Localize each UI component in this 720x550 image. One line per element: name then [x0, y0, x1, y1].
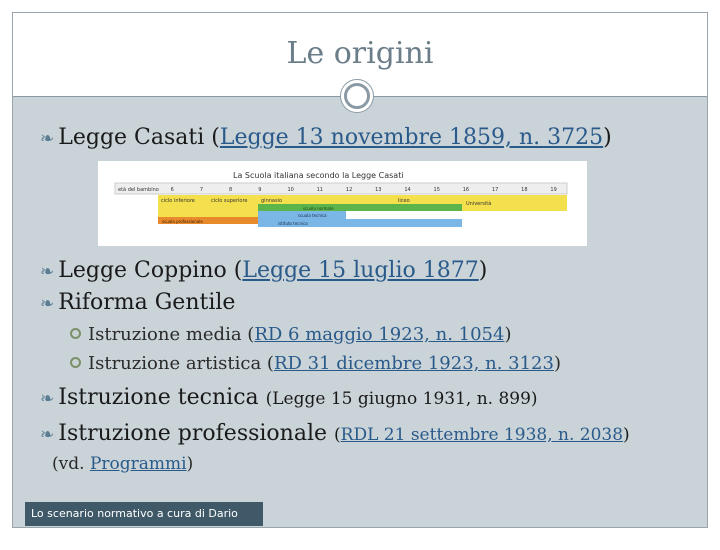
slide-footer: Lo scenario normativo a cura di Dario Cillo [25, 502, 263, 526]
svg-text:Università: Università [466, 201, 492, 207]
age-tick: 11 [316, 187, 324, 193]
diagram-svg [98, 161, 587, 246]
svg-text:istituto tecnico: istituto tecnico [278, 221, 308, 226]
age-tick: 15 [433, 187, 440, 193]
age-tick: 9 [258, 187, 262, 193]
link-rdl-2038[interactable]: RDL 21 settembre 1938, n. 2038 [340, 425, 624, 445]
age-tick: 10 [287, 187, 294, 193]
age-tick: 17 [491, 187, 499, 193]
age-tick: 18 [521, 187, 528, 193]
circle-bullet-icon [70, 328, 81, 339]
age-tick: 7 [199, 187, 204, 193]
subbullet-media: Istruzione media (RD 6 maggio 1923, n. 1054) [70, 324, 511, 345]
svg-text:scuola normale: scuola normale [303, 206, 334, 211]
svg-text:ciclo superiore: ciclo superiore [211, 198, 248, 204]
age-tick: 6 [170, 187, 174, 193]
link-legge-coppino[interactable]: Legge 15 luglio 1877 [242, 258, 479, 283]
age-tick: 16 [462, 187, 470, 193]
bullet-coppino: ❧ Legge Coppino (Legge 15 luglio 1877) [40, 258, 488, 283]
bullet-icon: ❧ [40, 425, 55, 445]
casati-school-diagram [98, 161, 587, 246]
age-row [115, 183, 567, 194]
link-legge-casati[interactable]: Legge 13 novembre 1859, n. 3725 [219, 125, 604, 150]
bullet-tecnica: ❧ Istruzione tecnica (Legge 15 giugno 1931, n. 899) [40, 385, 538, 410]
vd-programmi: (vd. Programmi) [52, 454, 194, 474]
age-tick: 19 [550, 187, 557, 193]
bullet-icon: ❧ [40, 294, 55, 314]
svg-text:ciclo inferiore: ciclo inferiore [161, 198, 195, 204]
age-tick: 14 [404, 187, 411, 193]
slide-title: Le origini [286, 36, 434, 71]
link-rd-1054[interactable]: RD 6 maggio 1923, n. 1054 [254, 324, 505, 345]
link-programmi[interactable]: Programmi [89, 454, 187, 474]
svg-text:ginnasio: ginnasio [261, 198, 283, 204]
age-tick: 13 [375, 187, 382, 193]
bullet-gentile: ❧ Riforma Gentile [40, 290, 236, 315]
age-tick: 8 [229, 187, 233, 193]
bullet-professionale: ❧ Istruzione professionale (RDL 21 settembre 1938, n. 2038) [40, 421, 630, 446]
bullet-casati: ❧ Legge Casati (Legge 13 novembre 1859, n. 3725) [40, 125, 612, 150]
bullet-icon: ❧ [40, 262, 55, 282]
block-scuola-normale [258, 204, 462, 211]
link-rd-3123[interactable]: RD 31 dicembre 1923, n. 3123 [273, 353, 554, 374]
subbullet-artistica: Istruzione artistica (RD 31 dicembre 1923, n. 3123) [70, 353, 561, 374]
diagram-caption: La Scuola italiana secondo la Legge Casati [233, 171, 404, 180]
row-label: età del bambino [118, 187, 159, 193]
svg-text:scuola tecnica: scuola tecnica [298, 213, 327, 218]
svg-text:scuola professionale: scuola professionale [162, 219, 203, 224]
svg-text:liceo: liceo [398, 198, 410, 204]
ring-icon [340, 79, 374, 113]
bullet-icon: ❧ [40, 389, 55, 409]
circle-bullet-icon [70, 357, 81, 368]
age-tick: 12 [345, 187, 353, 193]
bullet-icon: ❧ [40, 129, 55, 149]
